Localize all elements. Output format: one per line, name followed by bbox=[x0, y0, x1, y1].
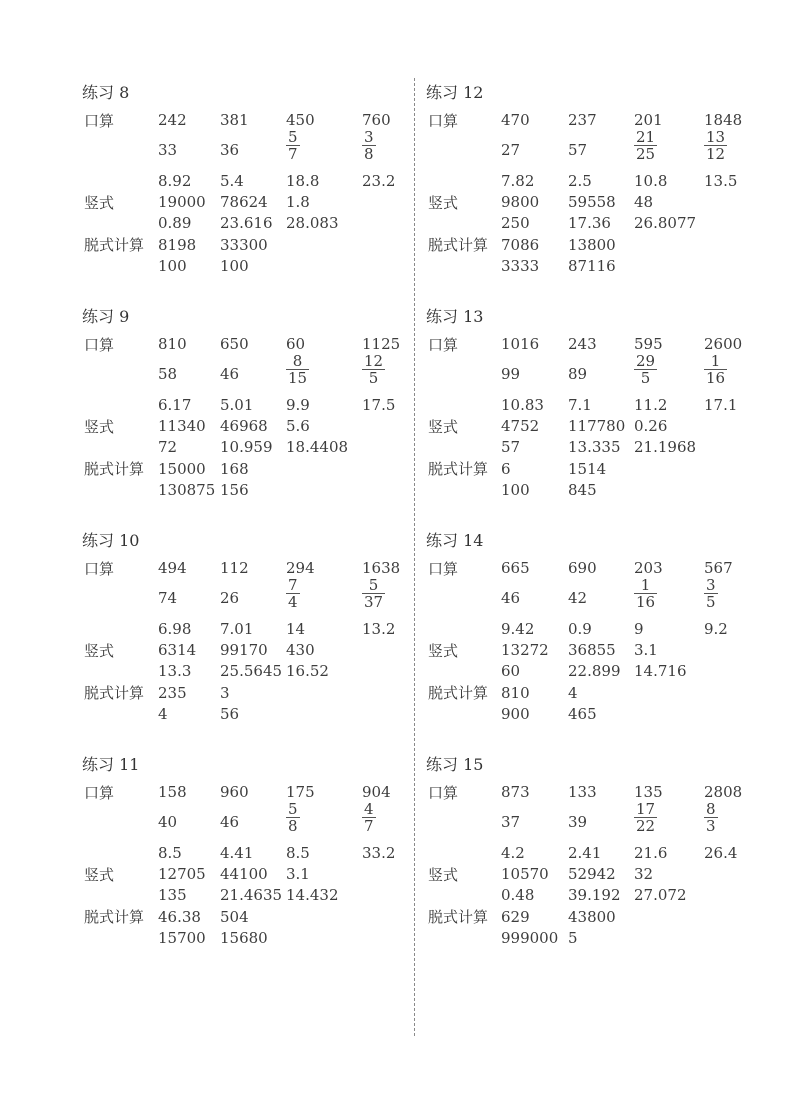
fraction-answer bbox=[704, 577, 718, 610]
stepwise-calc-answer: 15680 bbox=[220, 929, 268, 947]
oral-label: 口算 bbox=[428, 112, 459, 130]
oral-answer: 7.01 bbox=[220, 620, 254, 638]
fraction-answer bbox=[634, 577, 657, 610]
oral-answer: 9.2 bbox=[704, 620, 728, 638]
stepwise-calc-answer: 87116 bbox=[568, 257, 616, 275]
stepwise-calc-label: 脱式计算 bbox=[428, 684, 489, 702]
fraction-answer bbox=[704, 129, 727, 162]
oral-answer: 760 bbox=[362, 111, 391, 129]
fraction-denominator: 5 bbox=[640, 369, 651, 387]
vertical-calc-answer: 3.1 bbox=[634, 641, 658, 659]
stepwise-calc-answer: 845 bbox=[568, 481, 597, 499]
stepwise-calc-answer: 900 bbox=[501, 705, 530, 723]
vertical-calc-answer: 21.1968 bbox=[634, 438, 697, 456]
oral-answer: 595 bbox=[634, 335, 663, 353]
vertical-calc-label: 竖式 bbox=[428, 866, 459, 884]
oral-answer: 17.1 bbox=[704, 396, 738, 414]
fraction-denominator: 16 bbox=[706, 369, 726, 387]
oral-answer: 8.5 bbox=[286, 844, 310, 862]
stepwise-calc-answer: 5 bbox=[568, 929, 578, 947]
oral-answer: 2.5 bbox=[568, 172, 592, 190]
fraction-denominator: 37 bbox=[364, 593, 384, 611]
vertical-calc-answer: 19000 bbox=[158, 193, 206, 211]
fraction-numerator: 5 bbox=[368, 576, 379, 594]
oral-answer: 494 bbox=[158, 559, 187, 577]
vertical-calc-answer: 21.4635 bbox=[220, 886, 283, 904]
oral-answer: 381 bbox=[220, 111, 249, 129]
oral-answer: 294 bbox=[286, 559, 315, 577]
vertical-calc-answer: 10.959 bbox=[220, 438, 273, 456]
stepwise-calc-answer: 15700 bbox=[158, 929, 206, 947]
vertical-calc-answer: 99170 bbox=[220, 641, 268, 659]
oral-answer: 8.92 bbox=[158, 172, 192, 190]
oral-answer: 99 bbox=[501, 365, 521, 383]
stepwise-calc-answer: 13800 bbox=[568, 236, 616, 254]
fraction-numerator: 17 bbox=[636, 800, 656, 818]
oral-answer: 5.01 bbox=[220, 396, 254, 414]
vertical-calc-answer: 6314 bbox=[158, 641, 197, 659]
oral-answer: 13.5 bbox=[704, 172, 738, 190]
oral-answer: 7.1 bbox=[568, 396, 592, 414]
stepwise-calc-answer: 4 bbox=[158, 705, 168, 723]
fraction-answer bbox=[634, 801, 657, 834]
fraction-denominator: 15 bbox=[288, 369, 308, 387]
oral-answer: 4.41 bbox=[220, 844, 254, 862]
vertical-calc-answer: 57 bbox=[501, 438, 521, 456]
oral-answer: 74 bbox=[158, 589, 178, 607]
stepwise-calc-label: 脱式计算 bbox=[84, 908, 145, 926]
vertical-calc-answer: 11340 bbox=[158, 417, 206, 435]
exercise-title: 练习 14 bbox=[426, 531, 484, 550]
vertical-calc-answer: 0.89 bbox=[158, 214, 192, 232]
oral-answer: 690 bbox=[568, 559, 597, 577]
oral-label: 口算 bbox=[84, 336, 115, 354]
oral-label: 口算 bbox=[428, 784, 459, 802]
stepwise-calc-answer: 100 bbox=[220, 257, 249, 275]
exercise-title: 练习 13 bbox=[426, 307, 484, 326]
fraction-numerator: 1 bbox=[710, 352, 721, 370]
oral-answer: 2808 bbox=[704, 783, 743, 801]
oral-label: 口算 bbox=[84, 784, 115, 802]
oral-answer: 2.41 bbox=[568, 844, 602, 862]
oral-answer: 46 bbox=[501, 589, 521, 607]
vertical-calc-label: 竖式 bbox=[428, 194, 459, 212]
vertical-calc-answer: 3.1 bbox=[286, 865, 310, 883]
fraction-answer bbox=[704, 353, 727, 386]
vertical-calc-label: 竖式 bbox=[84, 866, 115, 884]
vertical-calc-answer: 44100 bbox=[220, 865, 268, 883]
oral-answer: 89 bbox=[568, 365, 588, 383]
oral-answer: 46 bbox=[220, 365, 240, 383]
vertical-calc-answer: 12705 bbox=[158, 865, 206, 883]
fraction-numerator: 13 bbox=[706, 128, 726, 146]
vertical-calc-label: 竖式 bbox=[428, 642, 459, 660]
oral-answer: 8.5 bbox=[158, 844, 182, 862]
stepwise-calc-answer: 504 bbox=[220, 908, 249, 926]
oral-answer: 57 bbox=[568, 141, 588, 159]
fraction-numerator: 1 bbox=[640, 576, 651, 594]
vertical-calc-answer: 26.8077 bbox=[634, 214, 697, 232]
fraction-answer bbox=[634, 353, 657, 386]
exercise-title: 练习 12 bbox=[426, 83, 484, 102]
oral-answer: 665 bbox=[501, 559, 530, 577]
vertical-calc-answer: 32 bbox=[634, 865, 654, 883]
oral-answer: 10.83 bbox=[501, 396, 544, 414]
exercise-section bbox=[0, 304, 800, 528]
oral-answer: 960 bbox=[220, 783, 249, 801]
oral-answer: 470 bbox=[501, 111, 530, 129]
fraction-answer bbox=[634, 129, 657, 162]
stepwise-calc-answer: 43800 bbox=[568, 908, 616, 926]
vertical-calc-answer: 13.3 bbox=[158, 662, 192, 680]
stepwise-calc-answer: 56 bbox=[220, 705, 240, 723]
fraction-denominator: 8 bbox=[364, 145, 374, 163]
stepwise-calc-label: 脱式计算 bbox=[84, 460, 145, 478]
vertical-calc-answer: 117780 bbox=[568, 417, 626, 435]
oral-answer: 4.2 bbox=[501, 844, 525, 862]
stepwise-calc-answer: 130875 bbox=[158, 481, 216, 499]
vertical-calc-answer: 4752 bbox=[501, 417, 540, 435]
oral-answer: 201 bbox=[634, 111, 663, 129]
fraction-denominator: 25 bbox=[636, 145, 656, 163]
oral-answer: 175 bbox=[286, 783, 315, 801]
stepwise-calc-answer: 33300 bbox=[220, 236, 268, 254]
vertical-calc-answer: 0.48 bbox=[501, 886, 535, 904]
vertical-calc-answer: 9800 bbox=[501, 193, 540, 211]
stepwise-calc-answer: 100 bbox=[501, 481, 530, 499]
vertical-calc-answer: 48 bbox=[634, 193, 654, 211]
oral-answer: 112 bbox=[220, 559, 249, 577]
vertical-calc-answer: 23.616 bbox=[220, 214, 273, 232]
vertical-calc-answer: 5.6 bbox=[286, 417, 310, 435]
vertical-calc-label: 竖式 bbox=[428, 418, 459, 436]
stepwise-calc-label: 脱式计算 bbox=[428, 460, 489, 478]
oral-answer: 873 bbox=[501, 783, 530, 801]
fraction-numerator: 8 bbox=[706, 800, 716, 818]
oral-answer: 5.4 bbox=[220, 172, 244, 190]
oral-answer: 6.17 bbox=[158, 396, 192, 414]
oral-answer: 9.42 bbox=[501, 620, 535, 638]
exercise-title: 练习 8 bbox=[82, 83, 130, 102]
stepwise-calc-answer: 8198 bbox=[158, 236, 197, 254]
oral-answer: 33.2 bbox=[362, 844, 396, 862]
stepwise-calc-answer: 4 bbox=[568, 684, 578, 702]
oral-answer: 158 bbox=[158, 783, 187, 801]
oral-answer: 42 bbox=[568, 589, 588, 607]
vertical-calc-answer: 13.335 bbox=[568, 438, 621, 456]
oral-answer: 810 bbox=[158, 335, 187, 353]
oral-answer: 39 bbox=[568, 813, 588, 831]
oral-label: 口算 bbox=[428, 560, 459, 578]
vertical-calc-answer: 46968 bbox=[220, 417, 268, 435]
stepwise-calc-answer: 7086 bbox=[501, 236, 540, 254]
fraction-denominator: 16 bbox=[636, 593, 656, 611]
vertical-calc-answer: 60 bbox=[501, 662, 521, 680]
oral-answer: 40 bbox=[158, 813, 178, 831]
stepwise-calc-answer: 810 bbox=[501, 684, 530, 702]
oral-answer: 13.2 bbox=[362, 620, 396, 638]
oral-answer: 237 bbox=[568, 111, 597, 129]
oral-answer: 242 bbox=[158, 111, 187, 129]
exercise-title: 练习 10 bbox=[82, 531, 140, 550]
oral-answer: 1638 bbox=[362, 559, 401, 577]
vertical-calc-answer: 250 bbox=[501, 214, 530, 232]
vertical-calc-label: 竖式 bbox=[84, 194, 115, 212]
stepwise-calc-label: 脱式计算 bbox=[84, 684, 145, 702]
stepwise-calc-label: 脱式计算 bbox=[428, 236, 489, 254]
fraction-denominator: 12 bbox=[706, 145, 726, 163]
stepwise-calc-answer: 15000 bbox=[158, 460, 206, 478]
oral-answer: 37 bbox=[501, 813, 521, 831]
fraction-numerator: 4 bbox=[364, 800, 374, 818]
oral-answer: 14 bbox=[286, 620, 306, 638]
stepwise-calc-answer: 999000 bbox=[501, 929, 559, 947]
stepwise-calc-answer: 3333 bbox=[501, 257, 540, 275]
fraction-denominator: 4 bbox=[288, 593, 298, 611]
fraction-numerator: 8 bbox=[292, 352, 303, 370]
exercise-title: 练习 11 bbox=[82, 755, 140, 774]
vertical-calc-answer: 16.52 bbox=[286, 662, 329, 680]
vertical-calc-answer: 36855 bbox=[568, 641, 616, 659]
stepwise-calc-label: 脱式计算 bbox=[428, 908, 489, 926]
oral-answer: 10.8 bbox=[634, 172, 668, 190]
stepwise-calc-answer: 6 bbox=[501, 460, 511, 478]
vertical-calc-label: 竖式 bbox=[84, 418, 115, 436]
oral-label: 口算 bbox=[84, 112, 115, 130]
exercise-section bbox=[0, 80, 800, 304]
vertical-calc-answer: 78624 bbox=[220, 193, 268, 211]
oral-answer: 7.82 bbox=[501, 172, 535, 190]
oral-answer: 243 bbox=[568, 335, 597, 353]
fraction-numerator: 7 bbox=[288, 576, 298, 594]
oral-answer: 36 bbox=[220, 141, 240, 159]
exercise-section bbox=[0, 528, 800, 752]
vertical-calc-answer: 22.899 bbox=[568, 662, 621, 680]
stepwise-calc-answer: 100 bbox=[158, 257, 187, 275]
fraction-denominator: 3 bbox=[706, 817, 716, 835]
vertical-calc-answer: 430 bbox=[286, 641, 315, 659]
oral-answer: 2600 bbox=[704, 335, 743, 353]
oral-answer: 904 bbox=[362, 783, 391, 801]
stepwise-calc-answer: 156 bbox=[220, 481, 249, 499]
exercise-title: 练习 9 bbox=[82, 307, 130, 326]
vertical-calc-answer: 52942 bbox=[568, 865, 616, 883]
oral-answer: 9.9 bbox=[286, 396, 310, 414]
oral-label: 口算 bbox=[84, 560, 115, 578]
oral-answer: 135 bbox=[634, 783, 663, 801]
vertical-calc-answer: 18.4408 bbox=[286, 438, 349, 456]
fraction-denominator: 22 bbox=[636, 817, 656, 835]
fraction-denominator: 7 bbox=[364, 817, 374, 835]
stepwise-calc-answer: 168 bbox=[220, 460, 249, 478]
oral-answer: 567 bbox=[704, 559, 733, 577]
stepwise-calc-label: 脱式计算 bbox=[84, 236, 145, 254]
vertical-calc-answer: 27.072 bbox=[634, 886, 687, 904]
exercise-section bbox=[0, 752, 800, 976]
vertical-calc-answer: 10570 bbox=[501, 865, 549, 883]
oral-answer: 0.9 bbox=[568, 620, 592, 638]
vertical-calc-answer: 1.8 bbox=[286, 193, 310, 211]
vertical-calc-answer: 0.26 bbox=[634, 417, 668, 435]
vertical-calc-answer: 17.36 bbox=[568, 214, 611, 232]
oral-answer: 21.6 bbox=[634, 844, 668, 862]
oral-answer: 26 bbox=[220, 589, 240, 607]
vertical-calc-answer: 28.083 bbox=[286, 214, 339, 232]
vertical-calc-answer: 14.432 bbox=[286, 886, 339, 904]
oral-answer: 1125 bbox=[362, 335, 401, 353]
fraction-denominator: 7 bbox=[288, 145, 298, 163]
fraction-answer bbox=[704, 801, 718, 834]
oral-answer: 23.2 bbox=[362, 172, 396, 190]
fraction-numerator: 21 bbox=[636, 128, 656, 146]
oral-answer: 1016 bbox=[501, 335, 540, 353]
stepwise-calc-answer: 465 bbox=[568, 705, 597, 723]
oral-answer: 1848 bbox=[704, 111, 743, 129]
fraction-numerator: 12 bbox=[364, 352, 384, 370]
stepwise-calc-answer: 3 bbox=[220, 684, 230, 702]
vertical-calc-answer: 25.5645 bbox=[220, 662, 283, 680]
oral-answer: 18.8 bbox=[286, 172, 320, 190]
oral-answer: 60 bbox=[286, 335, 306, 353]
oral-answer: 203 bbox=[634, 559, 663, 577]
fraction-numerator: 5 bbox=[288, 800, 298, 818]
fraction-numerator: 3 bbox=[364, 128, 374, 146]
oral-answer: 450 bbox=[286, 111, 315, 129]
vertical-calc-label: 竖式 bbox=[84, 642, 115, 660]
vertical-calc-answer: 39.192 bbox=[568, 886, 621, 904]
fraction-numerator: 29 bbox=[636, 352, 656, 370]
stepwise-calc-answer: 629 bbox=[501, 908, 530, 926]
fraction-denominator: 5 bbox=[368, 369, 379, 387]
oral-answer: 26.4 bbox=[704, 844, 738, 862]
vertical-calc-answer: 72 bbox=[158, 438, 178, 456]
stepwise-calc-answer: 235 bbox=[158, 684, 187, 702]
oral-answer: 6.98 bbox=[158, 620, 192, 638]
oral-answer: 133 bbox=[568, 783, 597, 801]
oral-answer: 9 bbox=[634, 620, 644, 638]
vertical-calc-answer: 14.716 bbox=[634, 662, 687, 680]
vertical-calc-answer: 13272 bbox=[501, 641, 549, 659]
oral-answer: 11.2 bbox=[634, 396, 668, 414]
stepwise-calc-answer: 1514 bbox=[568, 460, 607, 478]
oral-answer: 33 bbox=[158, 141, 178, 159]
oral-answer: 17.5 bbox=[362, 396, 396, 414]
exercise-title: 练习 15 bbox=[426, 755, 484, 774]
oral-answer: 650 bbox=[220, 335, 249, 353]
oral-answer: 58 bbox=[158, 365, 178, 383]
oral-label: 口算 bbox=[428, 336, 459, 354]
vertical-calc-answer: 59558 bbox=[568, 193, 616, 211]
vertical-calc-answer: 135 bbox=[158, 886, 187, 904]
fraction-numerator: 3 bbox=[706, 576, 716, 594]
fraction-numerator: 5 bbox=[288, 128, 298, 146]
oral-answer: 46 bbox=[220, 813, 240, 831]
oral-answer: 27 bbox=[501, 141, 521, 159]
fraction-denominator: 8 bbox=[288, 817, 298, 835]
stepwise-calc-answer: 46.38 bbox=[158, 908, 201, 926]
fraction-denominator: 5 bbox=[706, 593, 716, 611]
